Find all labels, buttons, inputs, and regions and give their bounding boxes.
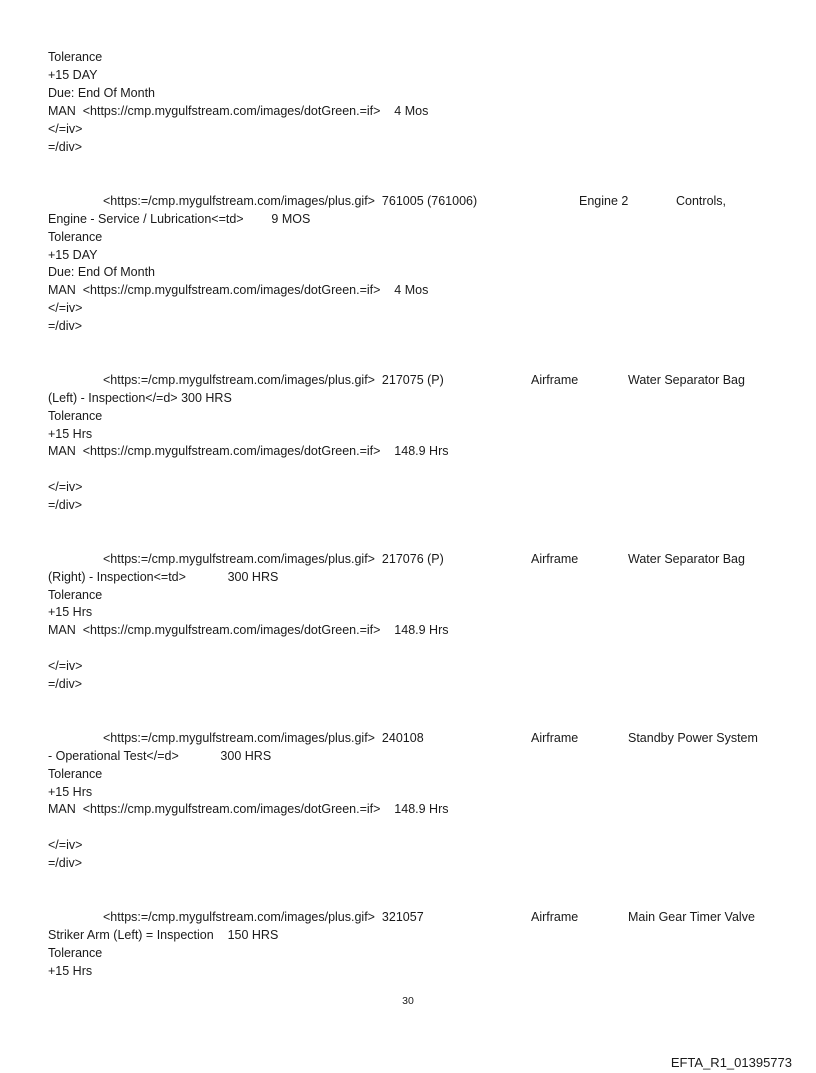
text-line: Water Separator Bag — [628, 373, 745, 387]
text-line: =/div> — [48, 140, 83, 154]
text-line: Tolerance — [48, 588, 103, 602]
text-line: </=iv> — [48, 659, 83, 673]
text-line: +15 Hrs — [48, 427, 93, 441]
text-line: Airframe — [531, 552, 579, 566]
text-line: Engine - Service / Lubrication<=td> 9 MOS — [48, 212, 311, 226]
text-line: Striker Arm (Left) = Inspection 150 HRS — [48, 928, 279, 942]
text-line: MAN <https://cmp.mygulfstream.com/images/dotGreen.=if> 148.9 Hrs — [48, 444, 449, 458]
text-line: </=iv> — [48, 122, 83, 136]
text-line: </=iv> — [48, 838, 83, 852]
text-line: </=iv> — [48, 480, 83, 494]
text-line: Standby Power System — [628, 731, 758, 745]
text-line: Main Gear Timer Valve — [628, 910, 755, 924]
text-line: =/div> — [48, 856, 83, 870]
page-number: 30 — [402, 995, 414, 1007]
text-line: =/div> — [48, 498, 83, 512]
text-line: Airframe — [531, 373, 579, 387]
text-line: MAN <https://cmp.mygulfstream.com/images/dotGreen.=if> 148.9 Hrs — [48, 623, 449, 637]
text-line: Tolerance — [48, 50, 103, 64]
text-line: Tolerance — [48, 230, 103, 244]
text-line: <https:=/cmp.mygulfstream.com/images/plus.gif> 217075 (P) — [103, 373, 444, 387]
text-line: (Left) - Inspection</=d> 300 HRS — [48, 391, 232, 405]
text-line: Tolerance — [48, 767, 103, 781]
text-line: +15 Hrs — [48, 605, 93, 619]
text-line: Airframe — [531, 910, 579, 924]
text-line: </=iv> — [48, 301, 83, 315]
bates-number: EFTA_R1_01395773 — [670, 1055, 792, 1070]
text-line: Controls, — [676, 194, 727, 208]
text-line: =/div> — [48, 677, 83, 691]
text-line: Due: End Of Month — [48, 86, 156, 100]
text-line: MAN <https://cmp.mygulfstream.com/images/dotGreen.=if> 4 Mos — [48, 104, 429, 118]
text-line: <https:=/cmp.mygulfstream.com/images/plus.gif> 761005 (761006) — [103, 194, 478, 208]
text-line: Tolerance — [48, 946, 103, 960]
text-line: <https:=/cmp.mygulfstream.com/images/plus.gif> 321057 — [103, 910, 424, 924]
text-line: =/div> — [48, 319, 83, 333]
text-line: Airframe — [531, 731, 579, 745]
text-line: <https:=/cmp.mygulfstream.com/images/plus.gif> 217076 (P) — [103, 552, 444, 566]
text-line: <https:=/cmp.mygulfstream.com/images/plus.gif> 240108 — [103, 731, 424, 745]
text-line: (Right) - Inspection<=td> 300 HRS — [48, 570, 279, 584]
text-line: +15 DAY — [48, 248, 98, 262]
text-line: MAN <https://cmp.mygulfstream.com/images/dotGreen.=if> 4 Mos — [48, 283, 429, 297]
text-line: Tolerance — [48, 409, 103, 423]
text-line: Due: End Of Month — [48, 265, 156, 279]
text-line: +15 Hrs — [48, 964, 93, 978]
text-line: +15 DAY — [48, 68, 98, 82]
text-line: +15 Hrs — [48, 785, 93, 799]
text-line: - Operational Test</=d> 300 HRS — [48, 749, 272, 763]
text-line: Engine 2 — [579, 194, 629, 208]
text-line: MAN <https://cmp.mygulfstream.com/images/dotGreen.=if> 148.9 Hrs — [48, 802, 449, 816]
text-line: Water Separator Bag — [628, 552, 745, 566]
